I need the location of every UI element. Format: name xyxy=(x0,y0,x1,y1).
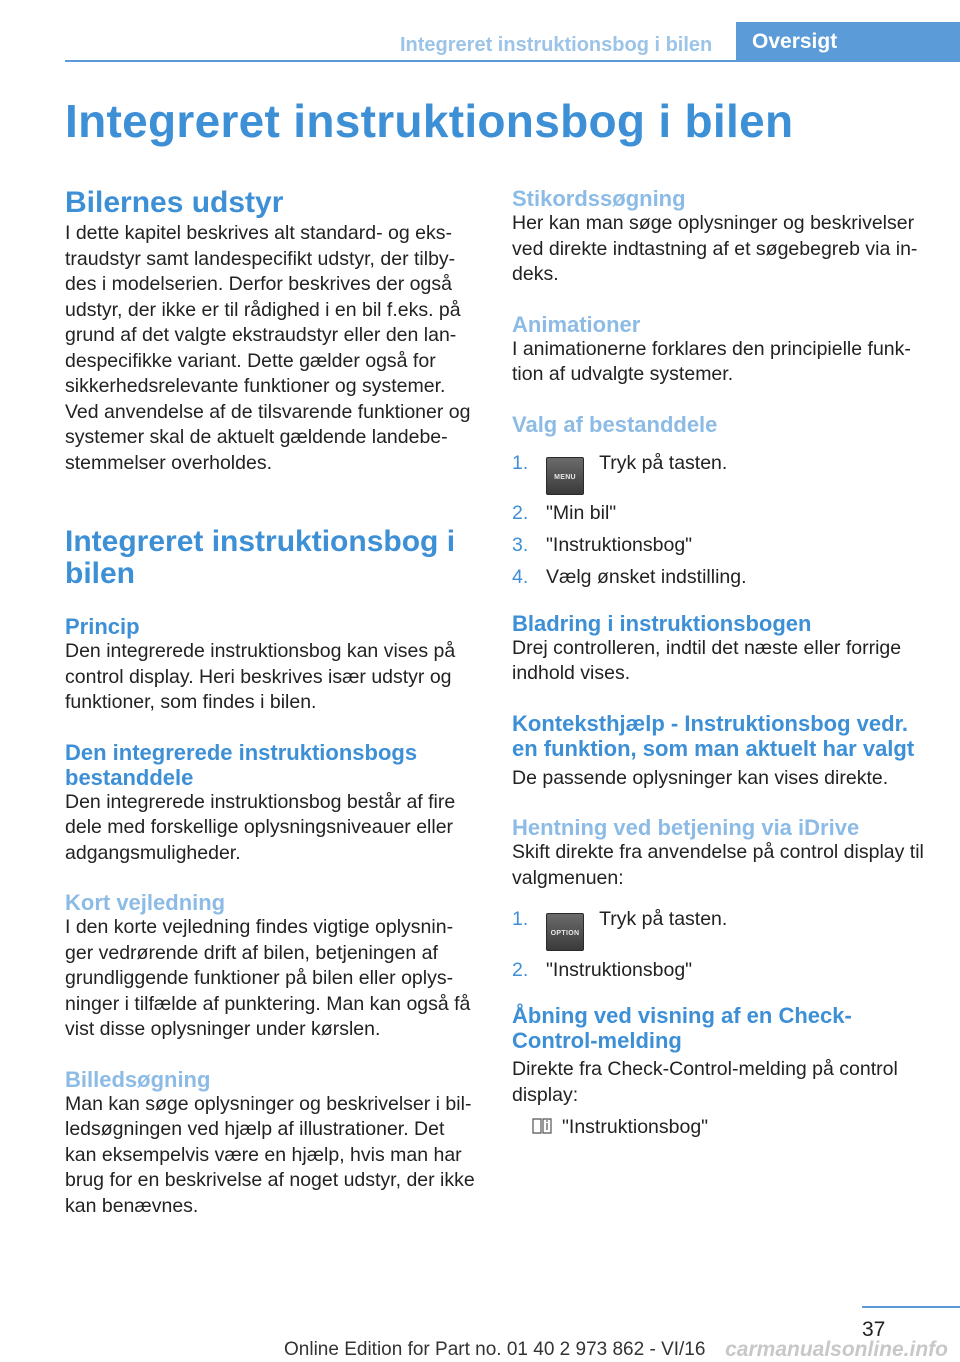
list-text: Tryk på tasten. xyxy=(599,451,728,474)
footer-rule xyxy=(862,1306,960,1308)
book-icon xyxy=(532,1117,552,1135)
text-parts: Den integrerede instruktionsbog består af fire dele med forskellige oplysningsniveauer eller adgangsmuligheder. xyxy=(65,790,456,864)
list-text: "Instruktionsbog" xyxy=(546,534,693,556)
list-number: 4. xyxy=(512,566,529,588)
heading-check-control: Åbning ved visning af en Check-Control-melding xyxy=(512,1003,852,1053)
list-text: Tryk på tasten. xyxy=(599,908,728,930)
list-item xyxy=(512,451,932,495)
list-select-parts xyxy=(512,451,932,591)
footer-edition-note: Online Edition for Part no. 01 40 2 973 862 - VI/16 xyxy=(284,1339,706,1360)
option-key-icon: OPTION xyxy=(546,913,584,951)
check-control-item xyxy=(512,1115,932,1141)
heading-image-search: Billedsøgning xyxy=(65,1066,211,1092)
list-number: 2. xyxy=(512,502,529,524)
left-column xyxy=(65,182,480,1219)
header-rule xyxy=(65,60,960,62)
list-text: "Instruktionsbog" xyxy=(546,958,693,981)
heading-idrive: Hentning ved betjening via iDrive xyxy=(512,815,860,840)
text-browse: Drej controlleren, indtil det næste eller forrige indhold vises. xyxy=(512,636,902,684)
page-number: 37 xyxy=(862,1318,886,1341)
list-item xyxy=(512,958,932,984)
list-item xyxy=(512,565,932,591)
heading-integrated-manual: Integreret instruktionsbog i bilen xyxy=(65,525,456,590)
list-number: 1. xyxy=(512,908,529,930)
list-text: "Min bil" xyxy=(546,502,617,524)
text-check-control: Direkte fra Check-Control-melding på control display: xyxy=(512,1058,898,1106)
list-number: 1. xyxy=(512,451,529,474)
heading-keyword-search: Stikordssøgning xyxy=(512,186,686,211)
text-keyword-search: Her kan man søge oplysninger og beskrivelser ved direkte indtastning af et søgebegreb via in-deks. xyxy=(512,212,918,285)
list-item xyxy=(512,907,932,951)
heading-quick-guide: Kort vejledning xyxy=(65,890,226,915)
menu-key-icon: MENU xyxy=(546,457,584,495)
list-text: Vælg ønsket indstilling. xyxy=(546,566,747,588)
text-principle: Den integrerede instruktionsbog kan vises på control display. Heri beskrives især udstyr og funktioner, som findes i bilen. xyxy=(65,640,456,713)
heading-parts: Den integrerede instruktionsbogs bestanddele xyxy=(65,739,418,790)
list-item xyxy=(512,501,932,527)
heading-equipment: Bilernes udstyr xyxy=(65,186,284,219)
heading-browse: Bladring i instruktionsbogen xyxy=(512,610,812,636)
list-idrive xyxy=(512,907,932,983)
watermark: carmanualsonline.info xyxy=(725,1338,948,1361)
right-column xyxy=(512,182,932,1141)
heading-principle: Princip xyxy=(65,614,140,639)
list-item xyxy=(512,533,932,559)
text-context-help: De passende oplysninger kan vises direkte. xyxy=(512,766,889,789)
list-number: 2. xyxy=(512,958,529,981)
header-section-title: Integreret instruktionsbog i bilen xyxy=(400,34,713,56)
page-title: Integreret instruktionsbog i bilen xyxy=(65,95,794,147)
check-control-text: "Instruktionsbog" xyxy=(562,1116,709,1138)
heading-context-help: Konteksthjælp - Instruktionsbog vedr. en funktion, som man aktuelt har valgt xyxy=(512,710,915,761)
text-equipment: I dette kapitel beskrives alt standard- og eks-traudstyr samt landespecifikt udstyr, der tilby-des i modelserien. Derfor beskrives der også udstyr, der ikke er til rådighed i en bil f.eks. på grund af det valgte ekstraudstyr eller den lan-despecifikke variant. Dette gælder også for sikkerhedsrelevante funktioner og systemer. Ved anvendelse af de tilsvarende funktioner og systemer skal de aktuelt gældende landebe-stemmelser overholdes. xyxy=(65,222,471,474)
heading-animations: Animationer xyxy=(512,311,641,337)
text-quick-guide: I den korte vejledning findes vigtige oplysnin-ger vedrørende drift af bilen, betjeningen af grundliggende funktioner på bilen eller oplys-ninger i tilfælde af punktering. Man kan også få vist disse oplysninger under kørslen. xyxy=(65,916,471,1040)
text-idrive: Skift direkte fra anvendelse på control display til valgmenuen: xyxy=(512,841,924,889)
text-image-search: Man kan søge oplysninger og beskrivelser i bil-ledsøgningen ved hjælp af illustrationer. Det kan eksempelvis være en hjælp, hvis man har brug for en beskrivelse af noget udstyr, der ikke kan benævnes. xyxy=(65,1092,475,1217)
text-animations: I animationerne forklares den principielle funk-tion af udvalgte systemer. xyxy=(512,337,911,385)
heading-select-parts: Valg af bestanddele xyxy=(512,411,718,437)
list-number: 3. xyxy=(512,534,529,556)
header-tab-oversigt: Oversigt xyxy=(736,22,960,62)
